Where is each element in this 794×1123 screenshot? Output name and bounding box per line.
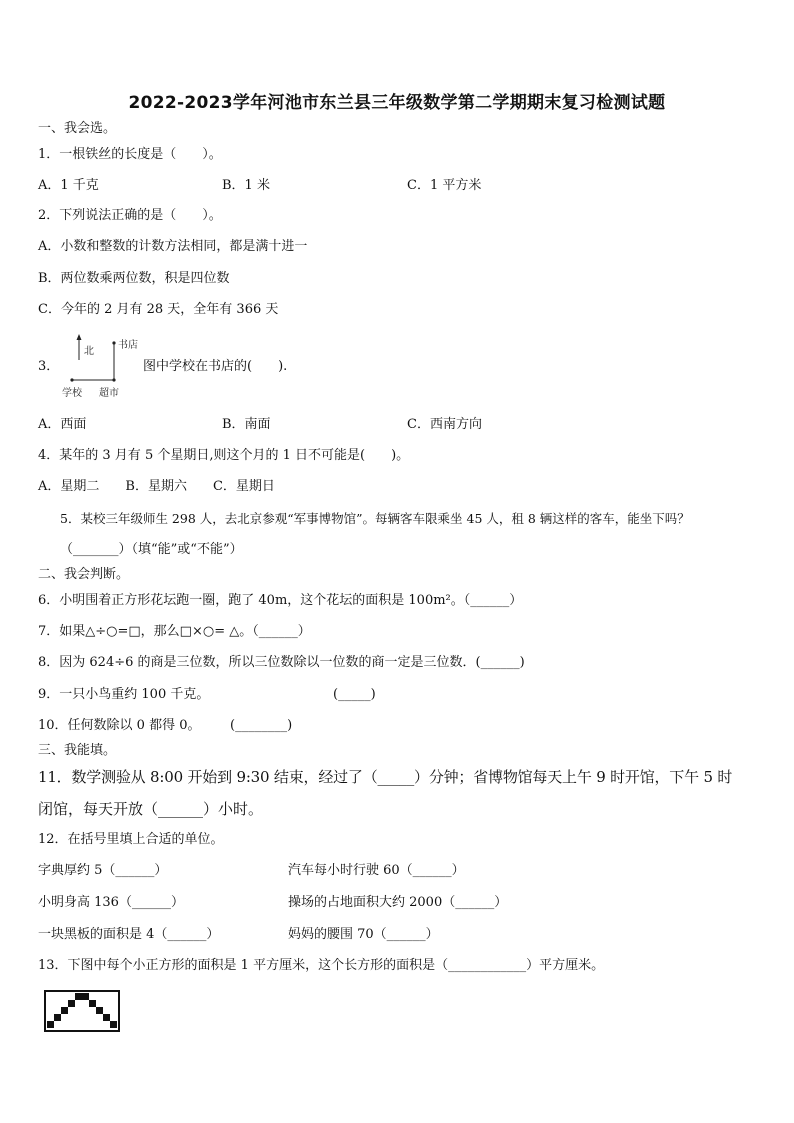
grid-drawing — [44, 990, 120, 1032]
question-11-line-1: 11．数学测验从 8:00 开始到 9:30 结束，经过了（_____）分钟；省博物馆每天上午 9 时开馆，下午 5 时 — [38, 768, 733, 786]
question-12-item-4: 操场的占地面积大约 2000（______） — [288, 895, 508, 910]
page-title: 2022-2023学年河池市东兰县三年级数学第二学期期末复习检测试题 — [128, 93, 666, 113]
question-10-stem: 10．任何数除以 0 都得 0。 — [38, 718, 201, 733]
question-2-option-a: A．小数和整数的计数方法相同，都是满十进一 — [38, 239, 308, 254]
section-heading-3: 三、我能填。 — [38, 743, 117, 758]
question-3-option-c: C．西南方向 — [407, 417, 482, 432]
question-4-options: A．星期二 B．星期六 C．星期日 — [38, 479, 275, 494]
question-3-number: 3． — [38, 359, 60, 374]
question-7: 7．如果△÷○=□，那么□×○= △。（______） — [38, 624, 311, 639]
question-2-option-c: C．今年的 2 月有 28 天，全年有 366 天 — [38, 302, 279, 317]
question-1-option-c: C．1 平方米 — [407, 178, 482, 193]
question-10-blank: (________) — [230, 718, 293, 733]
question-2-option-b: B．两位数乘两位数，积是四位数 — [38, 271, 230, 286]
supermarket-dot — [112, 378, 115, 381]
question-4-stem: 4．某年的 3 月有 5 个星期日,则这个月的 1 日不可能是( )。 — [38, 448, 410, 463]
question-13-stem: 13．下图中每个小正方形的面积是 1 平方厘米，这个长方形的面积是（____________）平方厘米。 — [38, 958, 605, 973]
question-11-line-2: 闭馆，每天开放（______）小时。 — [38, 800, 264, 818]
grid-cell — [96, 1007, 103, 1014]
grid-cell — [54, 1014, 61, 1021]
question-2-stem: 2．下列说法正确的是（ ）。 — [38, 208, 222, 223]
grid-cell — [68, 1000, 75, 1007]
grid-cell — [110, 1021, 117, 1028]
school-label: 学校 — [62, 388, 82, 399]
question-13-grid-figure — [44, 990, 120, 1036]
section-heading-1: 一、我会选。 — [38, 121, 117, 136]
question-1-option-b: B．1 米 — [222, 178, 270, 193]
question-1-option-a: A．1 千克 — [38, 178, 99, 193]
north-arrow-head — [77, 334, 82, 340]
grid-cell — [61, 1007, 68, 1014]
question-8: 8．因为 624÷6 的商是三位数，所以三位数除以一位数的商一定是三位数．(______) — [38, 655, 525, 670]
question-3-stem: 图中学校在书店的( ). — [143, 359, 288, 374]
question-1-stem: 1．一根铁丝的长度是（ ）。 — [38, 147, 222, 162]
grid-cell — [75, 993, 82, 1000]
question-5-stem: 5．某校三年级师生 298 人，去北京参观“军事博物馆”。每辆客车限乘坐 45 人，租 8 辆这样的客车，能坐下吗？ — [60, 511, 690, 526]
question-9-blank: (_____) — [333, 687, 376, 702]
question-12-item-3: 小明身高 136（______） — [38, 895, 184, 910]
question-6: 6．小明围着正方形花坛跑一圈，跑了 40m，这个花坛的面积是 100m²。（______） — [38, 593, 523, 608]
question-3-option-b: B．南面 — [222, 417, 271, 432]
question-12-stem: 12．在括号里填上合适的单位。 — [38, 832, 224, 847]
grid-cell — [82, 993, 89, 1000]
grid-cell — [89, 1000, 96, 1007]
question-12-item-1: 字典厚约 5（______） — [38, 863, 168, 878]
supermarket-label: 超市 — [99, 388, 119, 399]
question-12-item-2: 汽车每小时行驶 60（______） — [288, 863, 465, 878]
question-5-blank: （_______）（填“能”或“不能”） — [60, 542, 243, 557]
bookstore-label: 书店 — [118, 340, 138, 351]
question-12-item-5: 一块黑板的面积是 4（______） — [38, 927, 220, 942]
section-heading-2: 二、我会判断。 — [38, 567, 130, 582]
grid-cell — [103, 1014, 110, 1021]
question-9-stem: 9．一只小鸟重约 100 千克。 — [38, 687, 210, 702]
school-dot — [70, 378, 73, 381]
question-12-item-6: 妈妈的腰围 70（______） — [288, 927, 439, 942]
question-3-option-a: A．西面 — [38, 417, 87, 432]
direction-map — [58, 334, 148, 400]
grid-cell — [47, 1021, 54, 1028]
north-label: 北 — [84, 346, 94, 357]
